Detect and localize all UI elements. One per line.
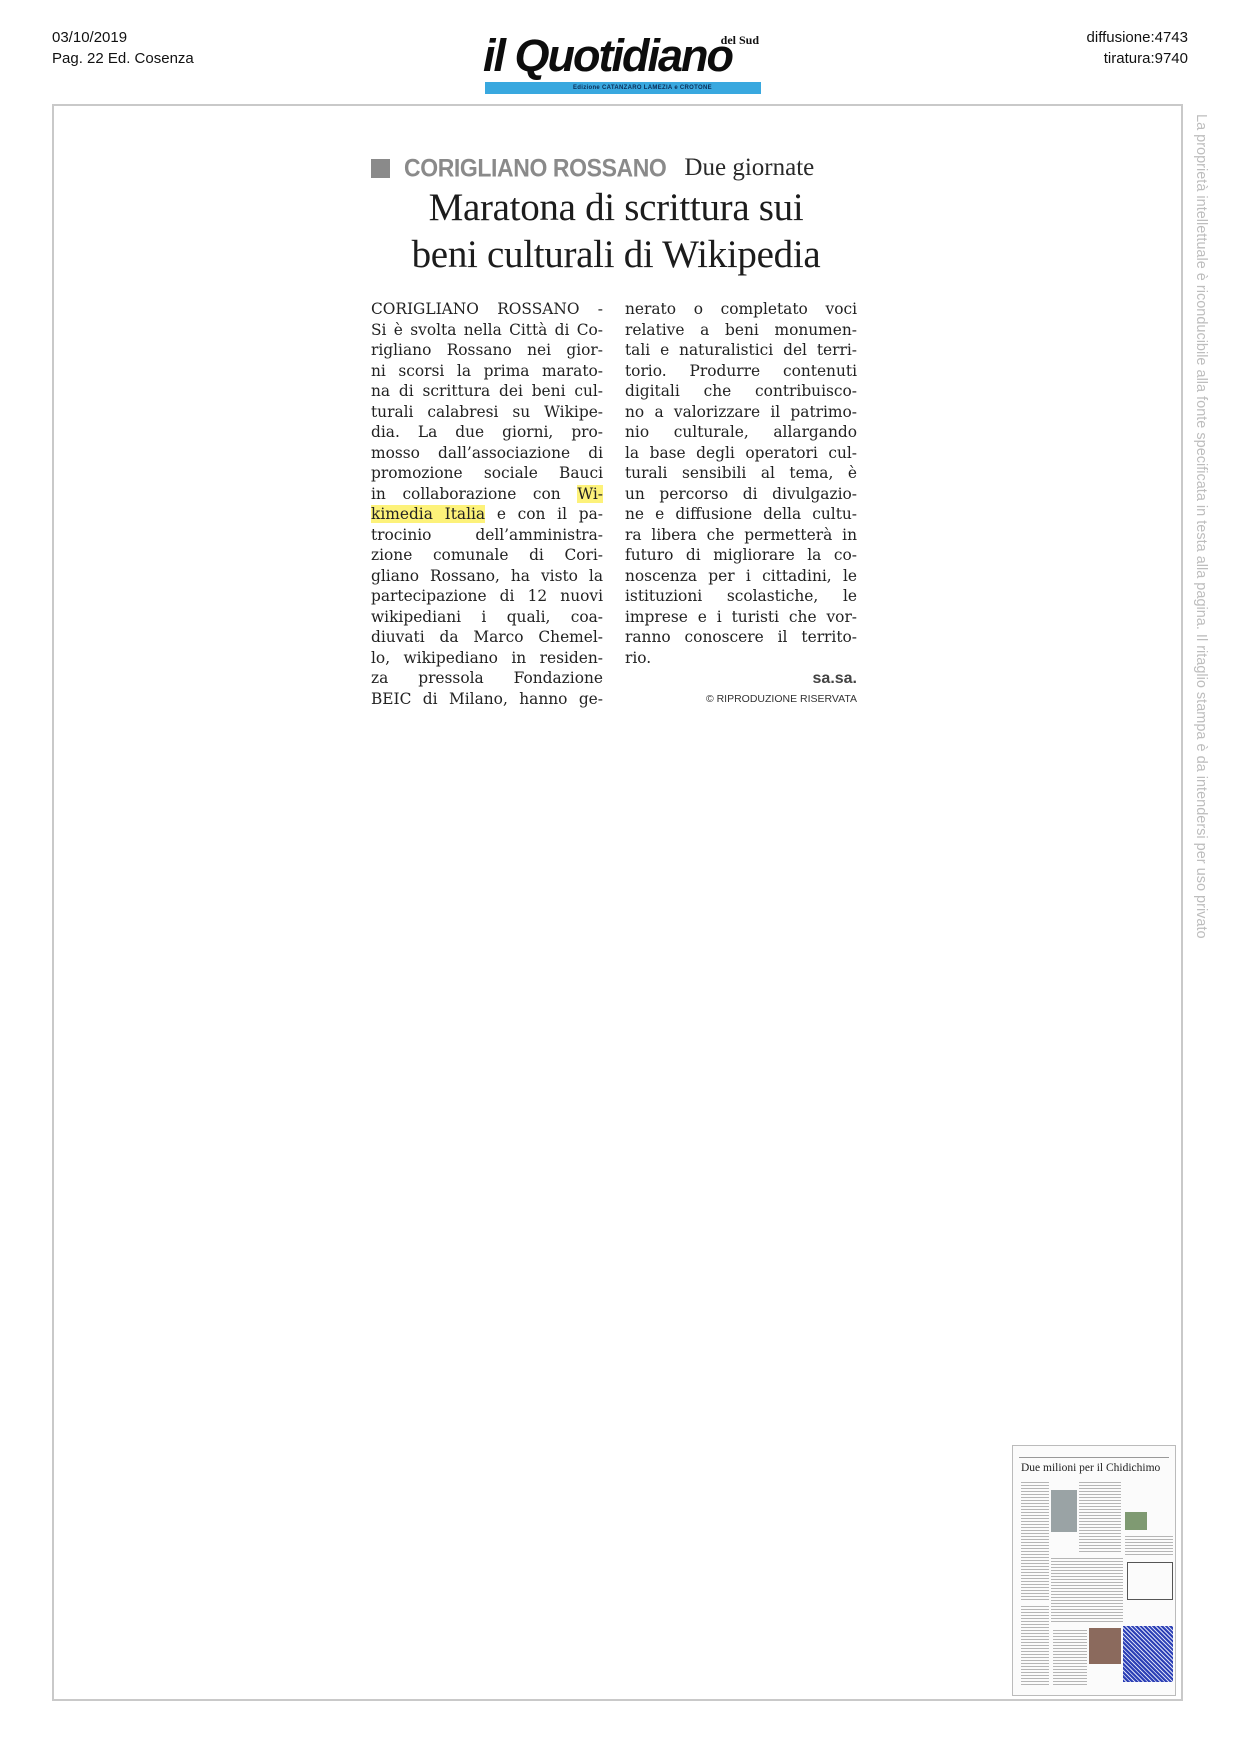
masthead-name: il Quotidiano — [483, 30, 732, 81]
body-line: no a valorizzare il patrimo- — [625, 402, 857, 421]
body-line: istituzioni scolastiche, le — [625, 587, 857, 605]
thumbnail-text-block — [1079, 1482, 1121, 1552]
thumbnail-photo — [1089, 1628, 1121, 1664]
masthead-suffix: del Sud — [720, 33, 759, 47]
body-line: rio. — [625, 648, 652, 667]
headline-line: Maratona di scrittura sui — [428, 186, 804, 229]
body-line: torio. Produrre contenuti — [625, 361, 857, 380]
thumbnail-photo — [1125, 1512, 1147, 1530]
page-thumbnail — [1012, 1445, 1176, 1696]
body-line: za pressola Fondazione — [371, 669, 603, 687]
highlighted-text: kimedia Italia — [371, 505, 486, 523]
body-line: promozione sociale Bauci — [371, 464, 603, 482]
vertical-copyright-note — [1188, 114, 1210, 1069]
body-line: trocinio dell’amministra- — [371, 525, 603, 544]
clipping-diffusione: diffusione:4743 — [1086, 29, 1188, 46]
thumbnail-photo — [1051, 1490, 1077, 1532]
body-line: turali sensibili al tema, è — [625, 464, 857, 482]
clipping-meta-right — [1087, 27, 1188, 69]
article-column-1 — [371, 299, 603, 709]
thumbnail-text-block — [1021, 1606, 1049, 1686]
headline-line: beni culturali di Wikipedia — [411, 233, 821, 276]
qr-code-icon — [1123, 1626, 1173, 1682]
body-line — [371, 484, 603, 505]
body-line: futuro di migliorare la co- — [625, 546, 857, 564]
body-line: digitali che contribuisco- — [625, 382, 857, 400]
thumbnail-text-block — [1053, 1630, 1087, 1686]
clipping-page-edition: Pag. 22 Ed. Cosenza — [52, 50, 194, 67]
body-line: nio culturale, allargando — [625, 423, 857, 441]
article-copyright: © RIPRODUZIONE RISERVATA — [705, 693, 857, 705]
clipping-tiratura: tiratura:9740 — [1103, 50, 1188, 67]
thumbnail-text-block — [1125, 1536, 1173, 1556]
newspaper-masthead-logo — [483, 30, 765, 96]
body-line: ra libera che permetterà in — [625, 525, 857, 544]
body-line: BEIC di Milano, hanno ge- — [371, 689, 603, 708]
body-line: noscenza per i cittadini, le — [625, 566, 857, 585]
thumbnail-text-block — [1051, 1558, 1123, 1622]
body-line: un percorso di divulgazio- — [625, 484, 857, 503]
article-subkicker: Due giornate — [684, 154, 815, 181]
body-line: na di scrittura dei beni cul- — [371, 382, 603, 400]
article-section: CORIGLIANO ROSSANO — [404, 153, 667, 182]
body-line: partecipazione di 12 nuovi — [371, 587, 603, 605]
body-line: rigliano Rossano nei gior- — [371, 341, 603, 359]
body-line: CORIGLIANO ROSSANO - — [371, 300, 603, 318]
thumbnail-headline: Due milioni per il Chidichimo — [1021, 1462, 1161, 1474]
article-signature: sa.sa. — [812, 670, 857, 687]
body-text: in collaborazione con — [371, 484, 578, 503]
body-line: zione comunale di Cori- — [371, 546, 603, 564]
clipping-date: 03/10/2019 — [52, 29, 128, 46]
body-line: gliano Rossano, ha visto la — [371, 566, 603, 585]
thumbnail-boxed-article — [1127, 1562, 1173, 1600]
highlighted-text: Wi- — [577, 484, 603, 503]
body-line: nerato o completato voci — [625, 300, 857, 318]
body-line: wikipediani i quali, coa- — [371, 607, 603, 626]
clipping-meta-left — [52, 27, 194, 69]
body-line: ne e diffusione della cultu- — [625, 505, 857, 523]
body-text: e con il pa- — [485, 505, 603, 523]
thumbnail-text-block — [1021, 1482, 1049, 1602]
body-line: ranno conoscere il territo- — [625, 628, 857, 646]
article-headline — [371, 184, 861, 278]
body-line: turali calabresi su Wikipe- — [371, 402, 603, 421]
body-line: diuvati da Marco Chemel- — [371, 628, 603, 646]
section-square-icon — [371, 159, 390, 178]
article-column-2 — [625, 299, 857, 668]
body-line: Si è svolta nella Città di Co- — [371, 320, 603, 339]
body-line: imprese e i turisti che vor- — [625, 607, 857, 626]
article-kicker — [371, 154, 814, 182]
body-line: relative a beni monumen- — [625, 320, 857, 339]
body-line: tali e naturalistici del terri- — [625, 341, 857, 359]
masthead-edition-line: Edizione CATANZARO LAMEZIA e CROTONE — [573, 85, 712, 91]
body-line: dia. La due giorni, pro- — [371, 423, 603, 441]
body-line: ni scorsi la prima marato- — [371, 361, 603, 380]
vertical-copyright-text: La proprietà intellettuale è riconducibile alla fonte specificata in testa alla pagina. Il ritaglio stampa è da intendersi per uso privato — [1193, 114, 1209, 939]
body-line: mosso dall’associazione di — [371, 443, 603, 462]
body-line — [371, 504, 603, 525]
body-line: la base degli operatori cul- — [625, 443, 857, 462]
body-line: lo, wikipediano in residen- — [371, 648, 603, 667]
thumbnail-header-rule — [1019, 1450, 1169, 1458]
